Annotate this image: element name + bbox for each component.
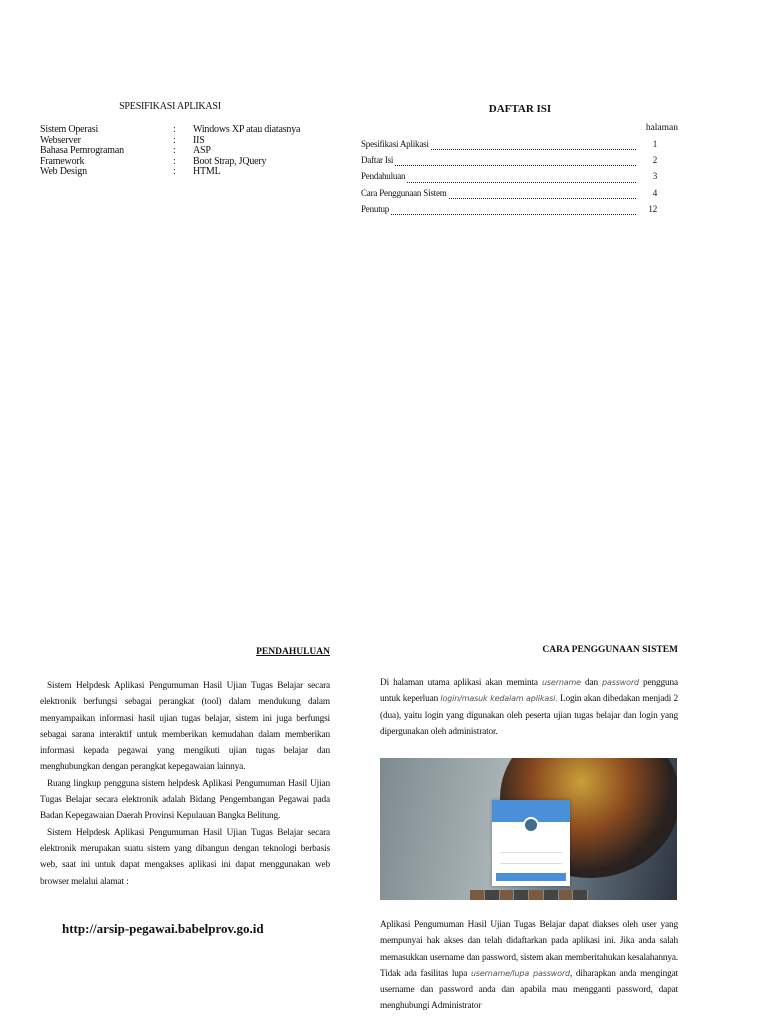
toc-label: Pendahuluan bbox=[361, 171, 406, 182]
toc-page: 1 bbox=[652, 139, 657, 149]
spec-table bbox=[40, 125, 340, 178]
spec-value: HTML bbox=[193, 166, 221, 178]
login-page-screenshot bbox=[380, 758, 677, 900]
paragraph: Sistem Helpdesk Aplikasi Pengumuman Hasil Ujian Tugas Belajar secara elektronik berfungsi sebagai perangkat (tool) dalam mendukung dalam menyampaikan informasi hasil ujian tugas belajar, sistem ini juga berfungsi sebagai sarana interaktif untuk memberikan kemudahan dalam memberikan informasi kepada pegawai yang mengikuti ujian tugas belajar dan menghubungkan dengan perangkat kepegawaian lainnya. bbox=[40, 681, 330, 773]
spec-key: Web Design bbox=[40, 166, 87, 178]
spec-title: SPESIFIKASI APLIKASI bbox=[119, 101, 221, 112]
toc-page: 2 bbox=[652, 155, 657, 166]
toc-leader bbox=[431, 138, 636, 150]
cara-login-info bbox=[380, 917, 678, 1015]
username-field bbox=[500, 852, 562, 853]
toc-page: 4 bbox=[652, 187, 657, 198]
spec-value: IIS bbox=[193, 134, 205, 146]
paragraph: Ruang lingkup pengguna sistem helpdesk Aplikasi Pengumuman Hasil Ujian Tugas Belajar secara elektronik adalah Bidang Pengembangan Pegawai pada Badan Kepegawaian Daerah Provinsi Kepulauan Bangka Belitung. bbox=[40, 778, 330, 822]
toc-entry bbox=[361, 187, 657, 203]
text: pengguna untuk keperluan bbox=[380, 678, 678, 705]
toc-title: DAFTAR ISI bbox=[488, 103, 552, 115]
text: Di halaman utama aplikasi akan meminta bbox=[380, 678, 542, 688]
text: Aplikasi Pengumuman Hasil Ujian Tugas Belajar dapat diakses oleh user yang mempunyai hak akses dan telah didaftarkan pada aplikasi ini. Jika anda salah memasukkan username dan password, sistem akan memberitahukan kesalahannya. Tidak ada fasilitas lupa bbox=[380, 920, 678, 979]
spec-key: Webserver bbox=[40, 134, 81, 146]
toc-label: Penutup bbox=[361, 203, 390, 214]
text: Login akan dibedakan menjadi 2 (dua), yaitu login yang digunakan oleh peserta ujian tugas belajar dan login yang dipergunakan oleh administrator. bbox=[380, 694, 678, 737]
spec-value: Windows XP atau diatasnya bbox=[193, 124, 301, 135]
spec-key: Framework bbox=[40, 155, 85, 167]
toc-page: 12 bbox=[648, 203, 657, 214]
text-italic: password bbox=[602, 678, 639, 687]
toc-entry bbox=[361, 203, 657, 219]
spec-key: Bahasa Pemrograman bbox=[40, 145, 124, 157]
login-button bbox=[496, 873, 566, 881]
spec-row bbox=[40, 125, 340, 136]
toc-label: Daftar Isi bbox=[361, 155, 394, 166]
toc-entry bbox=[361, 154, 657, 170]
thumbnail-strip bbox=[470, 890, 588, 900]
spec-value: ASP bbox=[193, 145, 211, 157]
text-italic: login/masuk kedalam aplikasi. bbox=[440, 694, 558, 704]
paragraph: Sistem Helpdesk Aplikasi Pengumuman Hasil Ujian Tugas Belajar secara elektronik merupakan suatu sistem yang dibangun dengan teknologi berbasis web, saat ini untuk dapat mengakses aplikasi ini dapat menggunakan web browser melalui alamat : bbox=[40, 827, 330, 887]
cara-heading: CARA PENGGUNAAN SISTEM bbox=[542, 645, 678, 655]
toc-page: 3 bbox=[652, 171, 657, 182]
login-card bbox=[492, 800, 570, 886]
text: dan bbox=[580, 678, 603, 688]
password-field bbox=[500, 863, 562, 864]
pendahuluan-heading: PENDAHULUAN bbox=[256, 647, 330, 657]
toc-entry bbox=[361, 138, 657, 154]
text: , diharapkan anda mengingat username dan password anda dan apabila mau mengganti password, dapat menghubungi Administrator bbox=[380, 968, 678, 1012]
toc-leader bbox=[407, 170, 636, 182]
spec-sep: : bbox=[173, 145, 176, 157]
avatar-icon bbox=[523, 817, 539, 833]
app-url: http://arsip-pegawai.babelprov.go.id bbox=[62, 921, 264, 936]
spec-key: Sistem Operasi bbox=[40, 124, 99, 135]
text-italic: username bbox=[541, 678, 581, 687]
spec-row bbox=[40, 167, 340, 178]
toc-leader bbox=[395, 154, 636, 166]
spec-sep: : bbox=[173, 124, 176, 135]
spec-sep: : bbox=[173, 155, 176, 167]
spec-row bbox=[40, 146, 340, 157]
spec-sep: : bbox=[173, 134, 176, 146]
toc-leader bbox=[391, 203, 636, 215]
spec-value: Boot Strap, JQuery bbox=[193, 155, 267, 167]
cara-intro bbox=[380, 675, 678, 740]
toc-leader bbox=[449, 187, 636, 199]
pendahuluan-body bbox=[40, 678, 330, 890]
spec-sep: : bbox=[173, 166, 176, 178]
toc-label: Spesifikasi Aplikasi bbox=[361, 139, 429, 149]
text-italic: username/lupa password bbox=[470, 968, 570, 978]
toc-label: Cara Penggunaan Sistem bbox=[361, 187, 447, 198]
toc-entry bbox=[361, 170, 657, 186]
toc-page-header: halaman bbox=[645, 123, 678, 133]
table-of-contents bbox=[361, 138, 657, 219]
